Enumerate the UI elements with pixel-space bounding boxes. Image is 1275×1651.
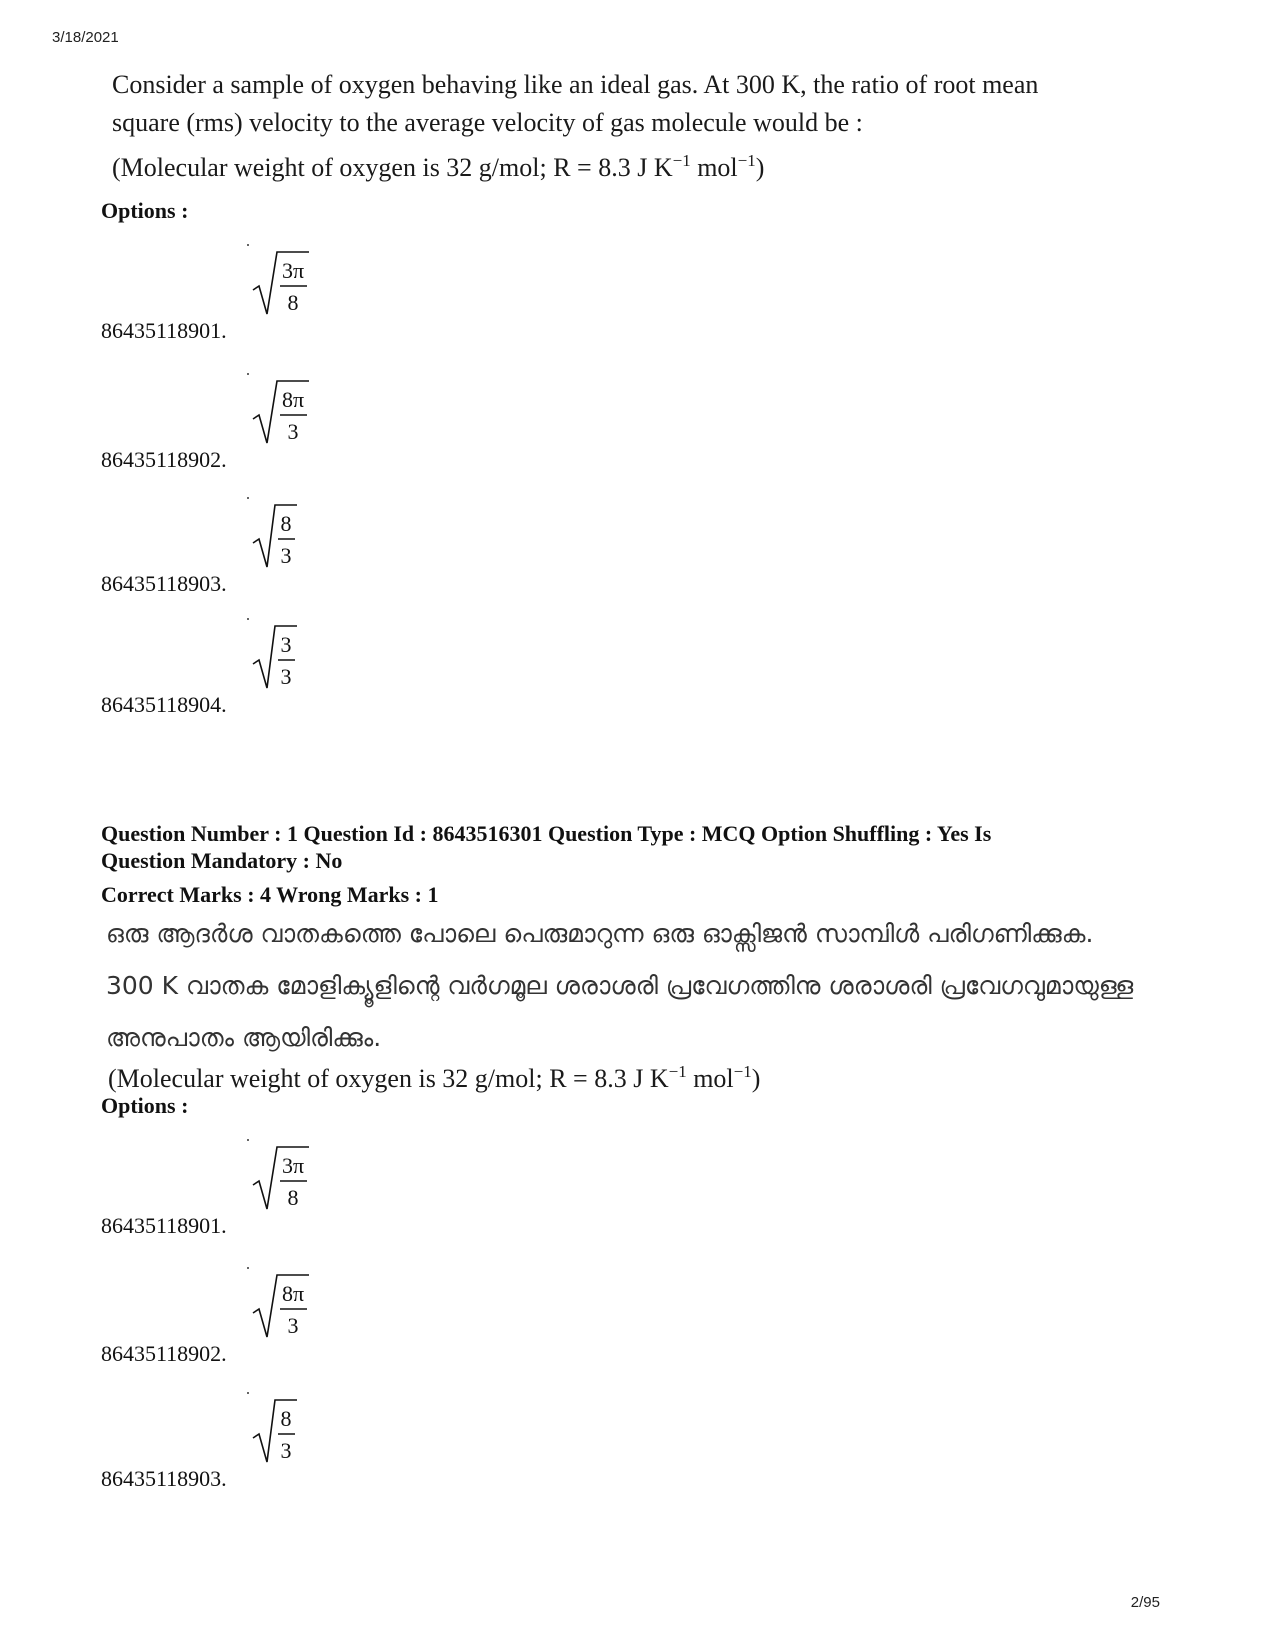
option-item[interactable] bbox=[101, 1139, 701, 1239]
fraction-numerator: 8π bbox=[281, 387, 305, 412]
options-label: Options : bbox=[101, 1093, 189, 1118]
options-label: Options : bbox=[101, 198, 189, 223]
page-number: 2/95 bbox=[1130, 1594, 1160, 1611]
option-id: 86435118901. bbox=[101, 318, 227, 343]
option-item[interactable] bbox=[101, 373, 701, 473]
option-id: 86435118903. bbox=[101, 1466, 227, 1491]
question-line: അനുപാതം ആയിരിക്കും. bbox=[106, 1023, 382, 1052]
fraction-numerator: 3 bbox=[280, 632, 292, 657]
given-text: ) bbox=[751, 1064, 761, 1093]
sqrt-fraction bbox=[251, 248, 311, 320]
option-id: 86435118904. bbox=[101, 692, 227, 717]
exponent: −1 bbox=[733, 1062, 752, 1081]
question-line: ഒരു ആദർശ വാതകത്തെ പോലെ പെരുമാറുന്ന ഒരു ഓക്സിജൻ സാമ്പിൾ പരിഗണിക്കുക. bbox=[106, 919, 1094, 948]
question-line: square (rms) velocity to the average velocity of gas molecule would be : bbox=[112, 108, 863, 137]
question-line: Consider a sample of oxygen behaving like an ideal gas. At 300 K, the ratio of root mean bbox=[112, 70, 1039, 99]
question-meta-line: Question Number : 1 Question Id : 8643516301 Question Type : MCQ Option Shuffling : Yes Is bbox=[101, 821, 992, 846]
print-date: 3/18/2021 bbox=[52, 29, 119, 46]
question-meta-line: Question Mandatory : No bbox=[101, 848, 343, 873]
sqrt-fraction bbox=[251, 501, 301, 573]
sqrt-fraction bbox=[251, 1143, 311, 1215]
given-data bbox=[112, 142, 1187, 187]
option-item[interactable] bbox=[101, 244, 701, 344]
option-marker bbox=[247, 618, 249, 620]
fraction-denominator: 8 bbox=[287, 290, 299, 315]
given-text: ) bbox=[755, 153, 765, 182]
fraction-numerator: 3π bbox=[281, 1153, 305, 1178]
fraction-denominator: 3 bbox=[287, 1313, 299, 1338]
exponent: −1 bbox=[737, 151, 756, 170]
option-marker bbox=[247, 244, 249, 246]
fraction-numerator: 3π bbox=[281, 258, 305, 283]
option-id: 86435118901. bbox=[101, 1213, 227, 1238]
fraction-denominator: 3 bbox=[287, 419, 299, 444]
option-id: 86435118903. bbox=[101, 571, 227, 596]
question-text-malayalam bbox=[106, 908, 1186, 1064]
sqrt-fraction bbox=[251, 622, 301, 694]
option-item[interactable] bbox=[101, 1267, 701, 1367]
exponent: −1 bbox=[668, 1062, 687, 1081]
option-marker bbox=[247, 1392, 249, 1394]
given-data bbox=[108, 1053, 1183, 1098]
option-item[interactable] bbox=[101, 618, 701, 718]
option-marker bbox=[247, 1267, 249, 1269]
fraction-numerator: 8 bbox=[280, 1406, 292, 1431]
option-id: 86435118902. bbox=[101, 447, 227, 472]
exponent: −1 bbox=[672, 151, 691, 170]
fraction-denominator: 8 bbox=[287, 1185, 299, 1210]
option-item[interactable] bbox=[101, 1392, 701, 1492]
marks-line: Correct Marks : 4 Wrong Marks : 1 bbox=[101, 882, 439, 907]
question-line: 300 K വാതക മോളിക്യൂളിന്റെ വർഗമൂല ശരാശരി പ്രവേഗത്തിനു ശരാശരി പ്രവേഗവുമായുള്ള bbox=[106, 971, 1134, 1000]
option-marker bbox=[247, 373, 249, 375]
question-text bbox=[112, 66, 1187, 187]
question-meta bbox=[101, 820, 1181, 874]
given-text: (Molecular weight of oxygen is 32 g/mol; R = 8.3 J K bbox=[108, 1064, 669, 1093]
option-marker bbox=[247, 1139, 249, 1141]
option-marker bbox=[247, 497, 249, 499]
fraction-denominator: 3 bbox=[280, 1438, 292, 1463]
sqrt-fraction bbox=[251, 1271, 311, 1343]
fraction-numerator: 8π bbox=[281, 1281, 305, 1306]
fraction-numerator: 8 bbox=[280, 511, 292, 536]
given-text: (Molecular weight of oxygen is 32 g/mol; R = 8.3 J K bbox=[112, 153, 673, 182]
given-text: mol bbox=[690, 153, 738, 182]
option-item[interactable] bbox=[101, 497, 701, 597]
fraction-denominator: 3 bbox=[280, 664, 292, 689]
option-id: 86435118902. bbox=[101, 1341, 227, 1366]
fraction-denominator: 3 bbox=[280, 543, 292, 568]
given-text: mol bbox=[686, 1064, 734, 1093]
sqrt-fraction bbox=[251, 377, 311, 449]
sqrt-fraction bbox=[251, 1396, 301, 1468]
given-data-block bbox=[108, 1053, 1183, 1098]
